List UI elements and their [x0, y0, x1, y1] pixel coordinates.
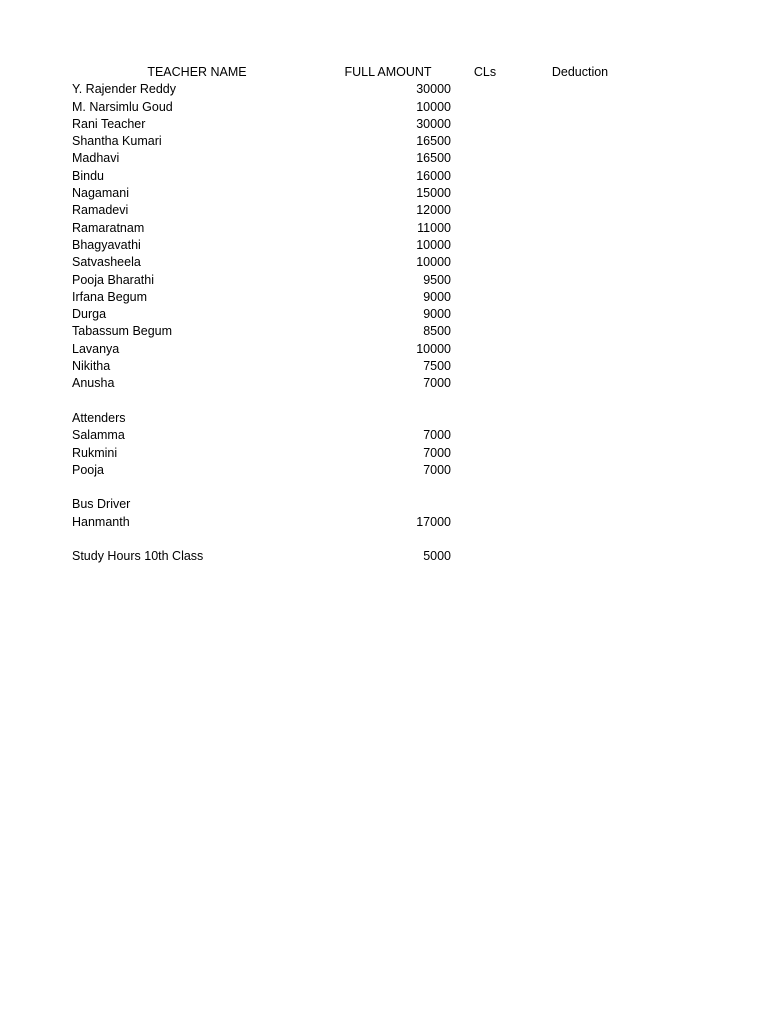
teacher-name: Y. Rajender Reddy	[72, 82, 177, 97]
teacher-amount: 7000	[423, 376, 451, 391]
study-hours-label: Study Hours 10th Class	[72, 549, 204, 564]
teacher-amount: 16000	[416, 168, 451, 183]
header-deduction: Deduction	[551, 65, 609, 79]
teacher-name: Bhagyavathi	[72, 237, 141, 252]
teacher-name: Rani Teacher	[72, 116, 146, 131]
study-hours-amount: 5000	[423, 549, 451, 564]
teacher-name: Satvasheela	[72, 255, 141, 270]
attender-name: Salamma	[72, 428, 125, 443]
teacher-row	[0, 289, 768, 306]
header-row	[0, 64, 768, 81]
teacher-amount: 15000	[416, 186, 451, 201]
blank-row	[0, 531, 768, 548]
teacher-name: M. Narsimlu Goud	[72, 99, 173, 114]
blank-row	[0, 393, 768, 410]
teacher-amount: 30000	[416, 82, 451, 97]
teacher-row	[0, 272, 768, 289]
teacher-row	[0, 185, 768, 202]
teacher-amount: 30000	[416, 116, 451, 131]
teacher-row	[0, 341, 768, 358]
teacher-name: Durga	[72, 307, 107, 322]
attender-name: Rukmini	[72, 445, 118, 460]
teacher-row	[0, 237, 768, 254]
teacher-amount: 9000	[423, 289, 451, 304]
bus-driver-row	[0, 514, 768, 531]
salary-sheet	[0, 64, 768, 566]
teacher-row	[0, 306, 768, 323]
teacher-name: Pooja Bharathi	[72, 272, 155, 287]
header-teacher-name: TEACHER NAME	[147, 65, 247, 79]
header-full-amount: FULL AMOUNT	[344, 65, 432, 79]
teacher-name: Anusha	[72, 376, 115, 391]
teacher-row	[0, 81, 768, 98]
teacher-row	[0, 99, 768, 116]
bus-driver-section-title	[0, 496, 768, 513]
blank-row	[0, 479, 768, 496]
section-label: Bus Driver	[72, 497, 131, 512]
teacher-amount: 9000	[423, 307, 451, 322]
teacher-name: Ramaratnam	[72, 220, 145, 235]
teacher-name: Tabassum Begum	[72, 324, 173, 339]
teacher-name: Ramadevi	[72, 203, 129, 218]
attender-row	[0, 445, 768, 462]
teacher-amount: 10000	[416, 341, 451, 356]
teacher-name: Shantha Kumari	[72, 134, 162, 149]
teacher-amount: 11000	[417, 220, 451, 235]
teacher-name: Nagamani	[72, 186, 129, 201]
teacher-name: Lavanya	[72, 341, 120, 356]
teacher-amount: 9500	[423, 272, 451, 287]
attender-row	[0, 427, 768, 444]
teacher-name: Irfana Begum	[72, 289, 148, 304]
driver-amount: 17000	[416, 514, 451, 529]
teacher-row	[0, 375, 768, 392]
teacher-amount: 10000	[416, 237, 451, 252]
teacher-amount: 12000	[416, 203, 451, 218]
study-hours-row	[0, 548, 768, 565]
teacher-row	[0, 116, 768, 133]
teacher-amount: 8500	[423, 324, 451, 339]
attender-row	[0, 462, 768, 479]
attender-amount: 7000	[423, 462, 451, 477]
teacher-row	[0, 150, 768, 167]
teacher-amount: 16500	[416, 151, 451, 166]
teacher-name: Madhavi	[72, 151, 120, 166]
teacher-row	[0, 202, 768, 219]
attenders-section-title	[0, 410, 768, 427]
teacher-row	[0, 133, 768, 150]
teacher-row	[0, 358, 768, 375]
attender-amount: 7000	[423, 445, 451, 460]
teacher-amount: 10000	[416, 99, 451, 114]
attender-amount: 7000	[423, 428, 451, 443]
section-label: Attenders	[72, 410, 126, 425]
teacher-amount: 7500	[423, 359, 451, 374]
driver-name: Hanmanth	[72, 514, 130, 529]
header-cls: CLs	[473, 65, 497, 79]
teacher-row	[0, 220, 768, 237]
teacher-amount: 16500	[416, 134, 451, 149]
teacher-row	[0, 323, 768, 340]
teacher-amount: 10000	[416, 255, 451, 270]
teacher-row	[0, 168, 768, 185]
attender-name: Pooja	[72, 462, 104, 477]
teacher-name: Bindu	[72, 168, 104, 183]
teacher-row	[0, 254, 768, 271]
teacher-name: Nikitha	[72, 359, 111, 374]
